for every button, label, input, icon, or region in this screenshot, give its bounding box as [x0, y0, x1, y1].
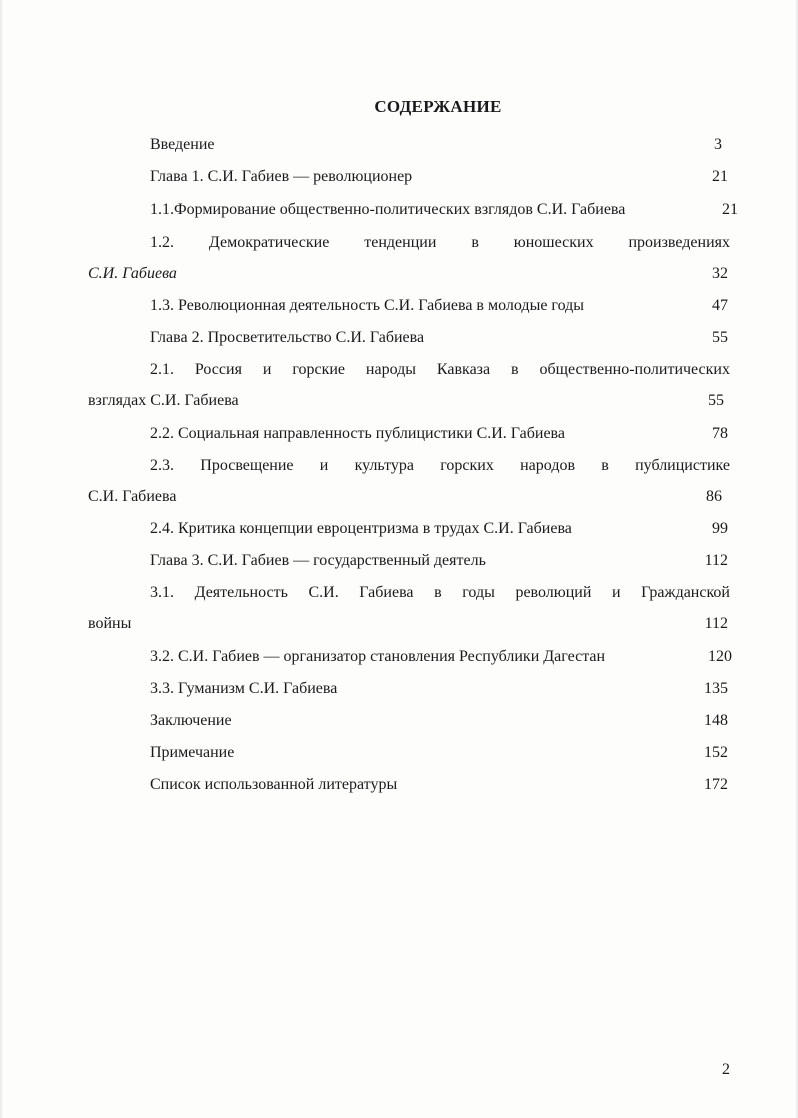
toc-entry-page: 47: [712, 297, 728, 314]
toc-entry-page: 55: [712, 329, 728, 346]
toc-entry-page: 135: [704, 680, 728, 697]
toc-entry-page: 99: [712, 520, 728, 537]
toc-entry-page: 120: [708, 648, 732, 665]
toc-entry-page: 55: [708, 392, 724, 409]
toc-entry-title: 3.2. С.И. Габиев — организатор становления Республики Дагестан: [150, 648, 606, 665]
toc-entry-page: 148: [704, 712, 728, 729]
toc-entry-title-continuation: С.И. Габиева: [88, 488, 177, 505]
toc-entry-title: Глава 2. Просветительство С.И. Габиева: [150, 329, 425, 346]
toc-entry-title: 2.4. Критика концепции евроцентризма в трудах С.И. Габиева: [150, 520, 572, 537]
toc-entry-title: 2.3. Просвещение и культура горских народов в публицистике: [150, 457, 730, 474]
toc-entry-title: 3.3. Гуманизм С.И. Габиева: [150, 680, 338, 697]
toc-entry-title: Глава 1. С.И. Габиев — революционер: [150, 168, 413, 185]
toc-entry-title-continuation: войны: [88, 615, 132, 632]
toc-entry-page: 78: [712, 425, 728, 442]
toc-entry-title: Введение: [150, 136, 215, 153]
toc-entry-title: Глава 3. С.И. Габиев — государственный деятель: [150, 552, 486, 569]
toc-entry-page: 21: [712, 168, 728, 185]
toc-entry-title: 3.1. Деятельность С.И. Габиева в годы революций и Гражданской: [150, 584, 730, 601]
toc-entry-title: 1.2. Демократические тенденции в юношеских произведениях: [150, 234, 730, 251]
page-title: СОДЕРЖАНИЕ: [374, 97, 502, 116]
toc-entry-page: 3: [714, 136, 722, 153]
scan-edge-left: [0, 0, 3, 1118]
toc-entry-page: 21: [722, 201, 738, 218]
toc-entry-page: 112: [704, 615, 728, 632]
toc-entry-page: 112: [704, 552, 728, 569]
toc-entry-title: 1.1.Формирование общественно-политических взглядов С.И. Габиева: [150, 201, 626, 218]
page-number: 2: [722, 1061, 730, 1078]
toc-entry-title: 2.2. Социальная направленность публицистики С.И. Габиева: [150, 425, 565, 442]
toc-entry-page: 86: [706, 488, 722, 505]
toc-entry-title-continuation: взглядах С.И. Габиева: [88, 392, 239, 409]
toc-entry-page: 152: [704, 744, 728, 761]
toc-entry-title: 2.1. Россия и горские народы Кавказа в общественно-политических: [150, 361, 730, 378]
toc-entry-title: Примечание: [150, 744, 235, 761]
toc-entry-title: Заключение: [150, 712, 232, 729]
toc-entry-page: 32: [712, 265, 728, 282]
toc-entry-title: Список использованной литературы: [150, 776, 398, 793]
toc-entry-title: 1.3. Революционная деятельность С.И. Габиева в молодые годы: [150, 297, 585, 314]
toc-entry-title-continuation: С.И. Габиева: [88, 265, 177, 282]
toc-entry-page: 172: [704, 776, 728, 793]
